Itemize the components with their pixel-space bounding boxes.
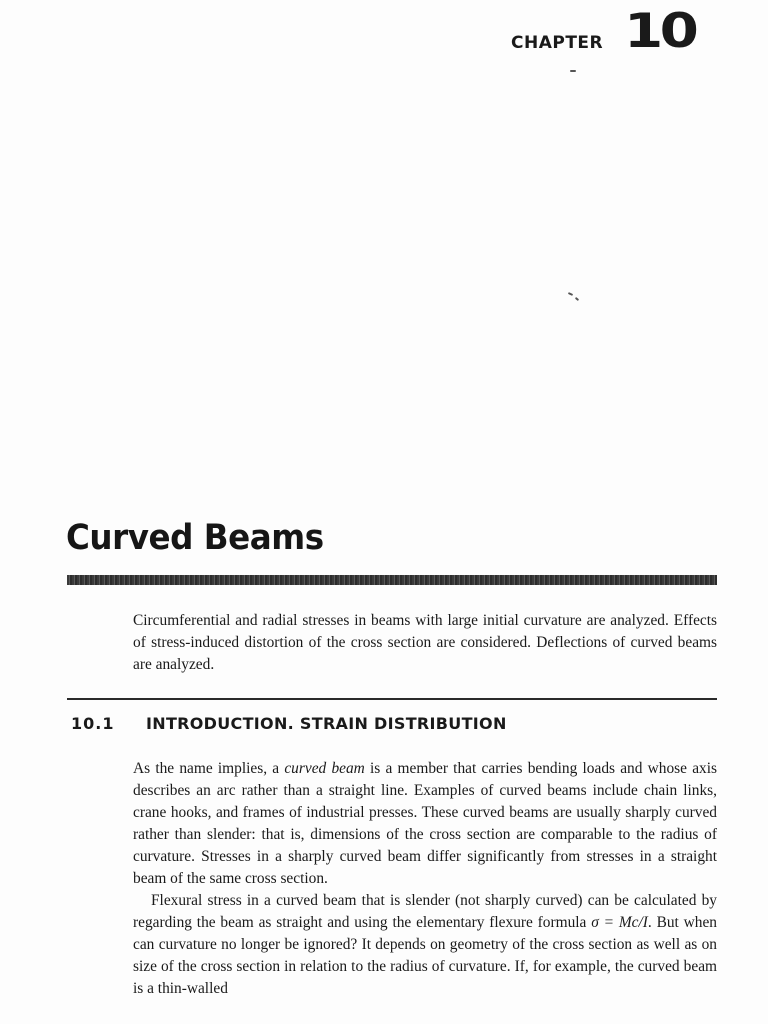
paragraph-text: Flexural stress in a curved beam that is slender (not sharply curved) can be calculated by regarding the beam as straight and using the elementary flexure formula (133, 892, 717, 931)
chapter-abstract: Circumferential and radial stresses in beams with large initial curvature are analyzed. Effects of stress-induced distortion of the cross section are considered. Deflections of curved beams are analyzed. (133, 612, 717, 673)
title-rule-bar (67, 575, 717, 585)
paragraph-text: As the name implies, a (133, 760, 285, 777)
chapter-title: Curved Beams (66, 518, 324, 558)
section-title: INTRODUCTION. STRAIN DISTRIBUTION (146, 714, 507, 733)
paragraph (133, 758, 717, 890)
emphasized-term: curved beam (284, 760, 365, 777)
paragraph-text: . But when can curvature no longer be ignored? It depends on geometry of the cross section as well as on size of the cross section in relation to the radius of curvature. If, for example, the curved beam is a thin-walled (133, 914, 717, 997)
scan-speck (575, 297, 579, 301)
flexure-formula: σ = Mc/I (591, 914, 648, 931)
scan-speck (570, 70, 576, 72)
body-text (133, 758, 717, 1000)
section-divider (67, 698, 717, 700)
chapter-number: 10 (624, 4, 696, 59)
section-number: 10.1 (71, 714, 115, 733)
scan-speck (568, 292, 573, 296)
paragraph-text: is a member that carries bending loads and whose axis describes an arc rather than a straight line. Examples of curved beams include chain links, crane hooks, and frames of industrial presses. These curved beams are usually sharply curved rather than slender: that is, dimensions of the cross section are comparable to the radius of curvature. Stresses in a sharply curved beam differ significantly from stresses in a straight beam of the same cross section. (133, 760, 718, 887)
chapter-label: CHAPTER (511, 33, 604, 53)
paragraph (133, 890, 717, 1000)
